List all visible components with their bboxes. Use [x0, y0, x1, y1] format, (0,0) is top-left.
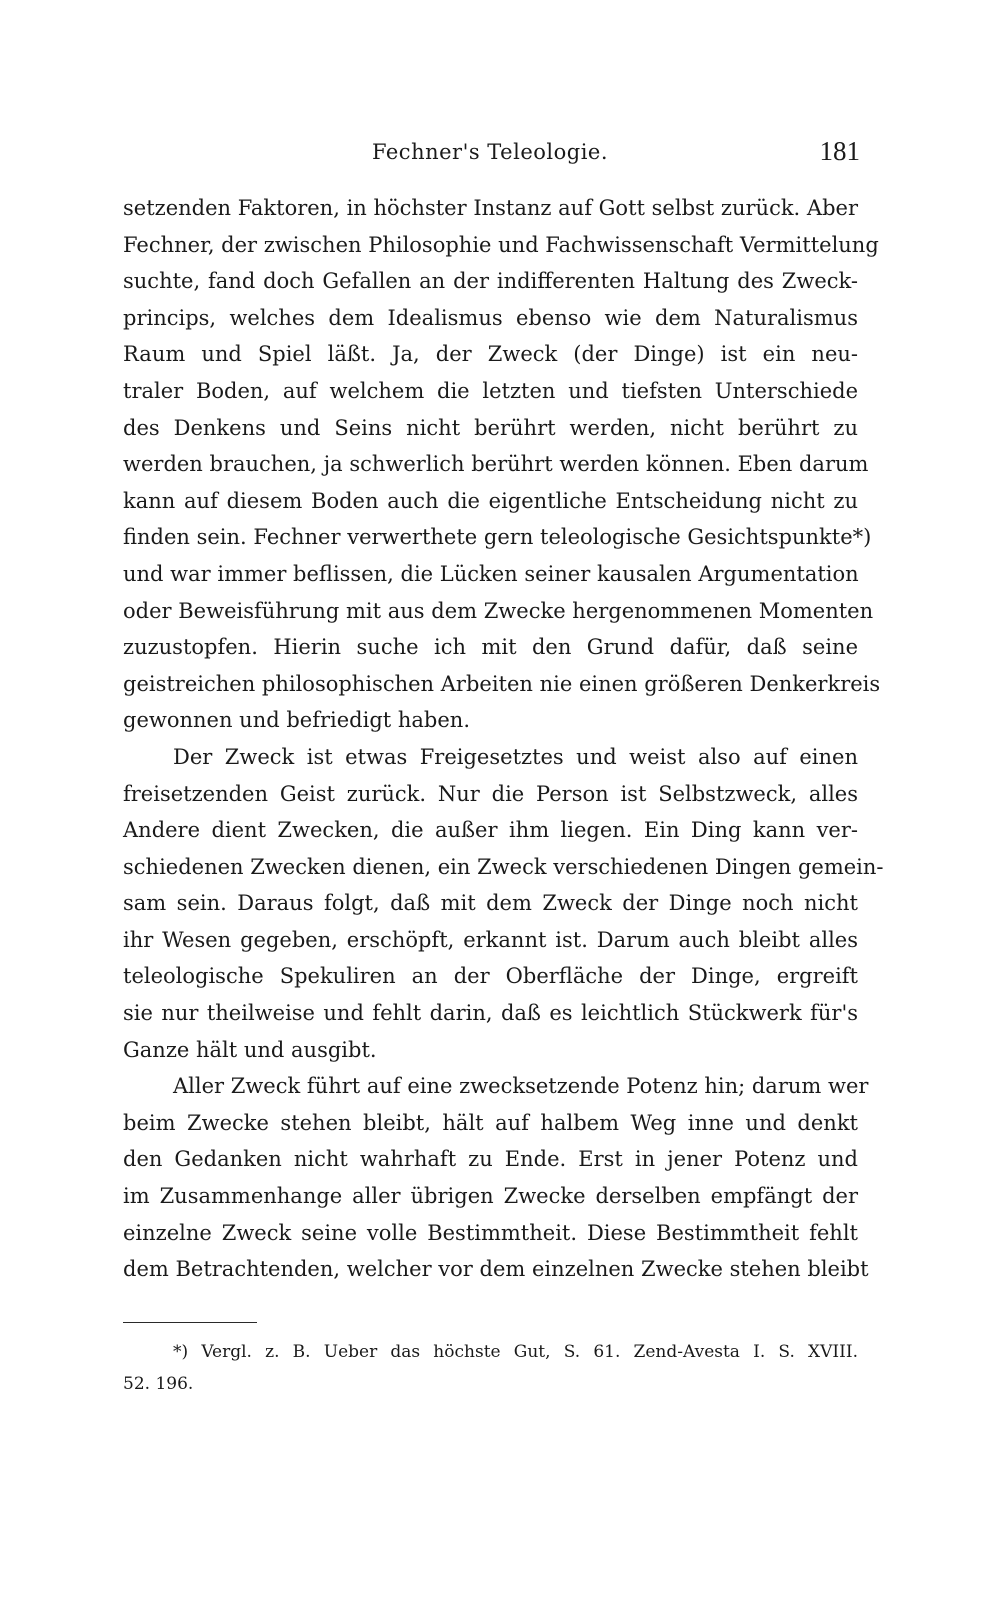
- text-line: schiedenen Zwecken dienen, ein Zweck verschiedenen Dingen gemein-: [123, 854, 884, 879]
- text-line: und war immer beflissen, die Lücken seiner kausalen Argumentation: [123, 561, 859, 586]
- footnote-line: *) Vergl. z. B. Ueber das höchste Gut, S. 61. Zend-Avesta I. S. XVIII.: [173, 1342, 858, 1362]
- text-line: traler Boden, auf welchem die letzten und tiefsten Unterschiede: [123, 378, 858, 403]
- text-line: setzenden Faktoren, in höchster Instanz auf Gott selbst zurück. Aber: [123, 196, 858, 220]
- text-line: sie nur theilweise und fehlt darin, daß es leichtlich Stückwerk für's: [123, 1001, 858, 1026]
- text-line: den Gedanken nicht wahrhaft zu Ende. Erst in jener Potenz und: [123, 1147, 858, 1172]
- text-line: Raum und Spiel läßt. Ja, der Zweck (der Dinge) ist ein neu-: [123, 342, 858, 367]
- text-line: dem Betrachtenden, welcher vor dem einzelnen Zwecke stehen bleibt: [123, 1257, 869, 1282]
- text-line: teleologische Spekuliren an der Oberfläche der Dinge, ergreift: [123, 964, 858, 989]
- text-line: oder Beweisführung mit aus dem Zwecke hergenommenen Momenten: [123, 598, 874, 623]
- text-line: Fechner, der zwischen Philosophie und Fachwissenschaft Vermittelung: [123, 232, 879, 257]
- text-line: kann auf diesem Boden auch die eigentliche Entscheidung nicht zu: [123, 488, 858, 513]
- text-line: geistreichen philosophischen Arbeiten nie einen größeren Denkerkreis: [123, 671, 881, 696]
- text-line: Der Zweck ist etwas Freigesetztes und weist also auf einen: [173, 744, 858, 769]
- text-line: sam sein. Daraus folgt, daß mit dem Zweck der Dinge noch nicht: [123, 891, 858, 916]
- text-line: beim Zwecke stehen bleibt, hält auf halbem Weg inne und denkt: [123, 1110, 858, 1135]
- text-line: gewonnen und befriedigt haben.: [123, 708, 470, 733]
- running-head: [120, 136, 860, 176]
- text-line: Aller Zweck führt auf eine zwecksetzende Potenz hin; darum wer: [173, 1074, 869, 1099]
- text-line: des Denkens und Seins nicht berührt werden, nicht berührt zu: [123, 415, 858, 440]
- text-line: im Zusammenhange aller übrigen Zwecke derselben empfängt der: [123, 1184, 858, 1209]
- page-number: 181: [819, 136, 860, 166]
- text-line: princips, welches dem Idealismus ebenso wie dem Naturalismus: [123, 305, 858, 330]
- footnote-line: 52. 196.: [123, 1374, 194, 1394]
- footnote-rule: [123, 1322, 257, 1323]
- text-line: finden sein. Fechner verwerthete gern teleologische Gesichtspunkte*): [123, 525, 872, 550]
- footnotes: [123, 1336, 858, 1400]
- text-line: Andere dient Zwecken, die außer ihm liegen. Ein Ding kann ver-: [123, 818, 858, 843]
- text-line: zuzustopfen. Hierin suche ich mit den Grund dafür, daß seine: [123, 635, 858, 660]
- text-line: ihr Wesen gegeben, erschöpft, erkannt ist. Darum auch bleibt alles: [123, 927, 858, 952]
- body-text: [123, 190, 884, 1288]
- text-line: suchte, fand doch Gefallen an der indifferenten Haltung des Zweck-: [123, 269, 858, 294]
- text-line: Ganze hält und ausgibt.: [123, 1037, 377, 1062]
- text-line: freisetzenden Geist zurück. Nur die Person ist Selbstzweck, alles: [123, 781, 858, 806]
- text-line: einzelne Zweck seine volle Bestimmtheit. Diese Bestimmtheit fehlt: [123, 1220, 858, 1245]
- text-line: werden brauchen, ja schwerlich berührt werden können. Eben darum: [123, 452, 869, 477]
- running-title: Fechner's Teleologie.: [371, 140, 609, 164]
